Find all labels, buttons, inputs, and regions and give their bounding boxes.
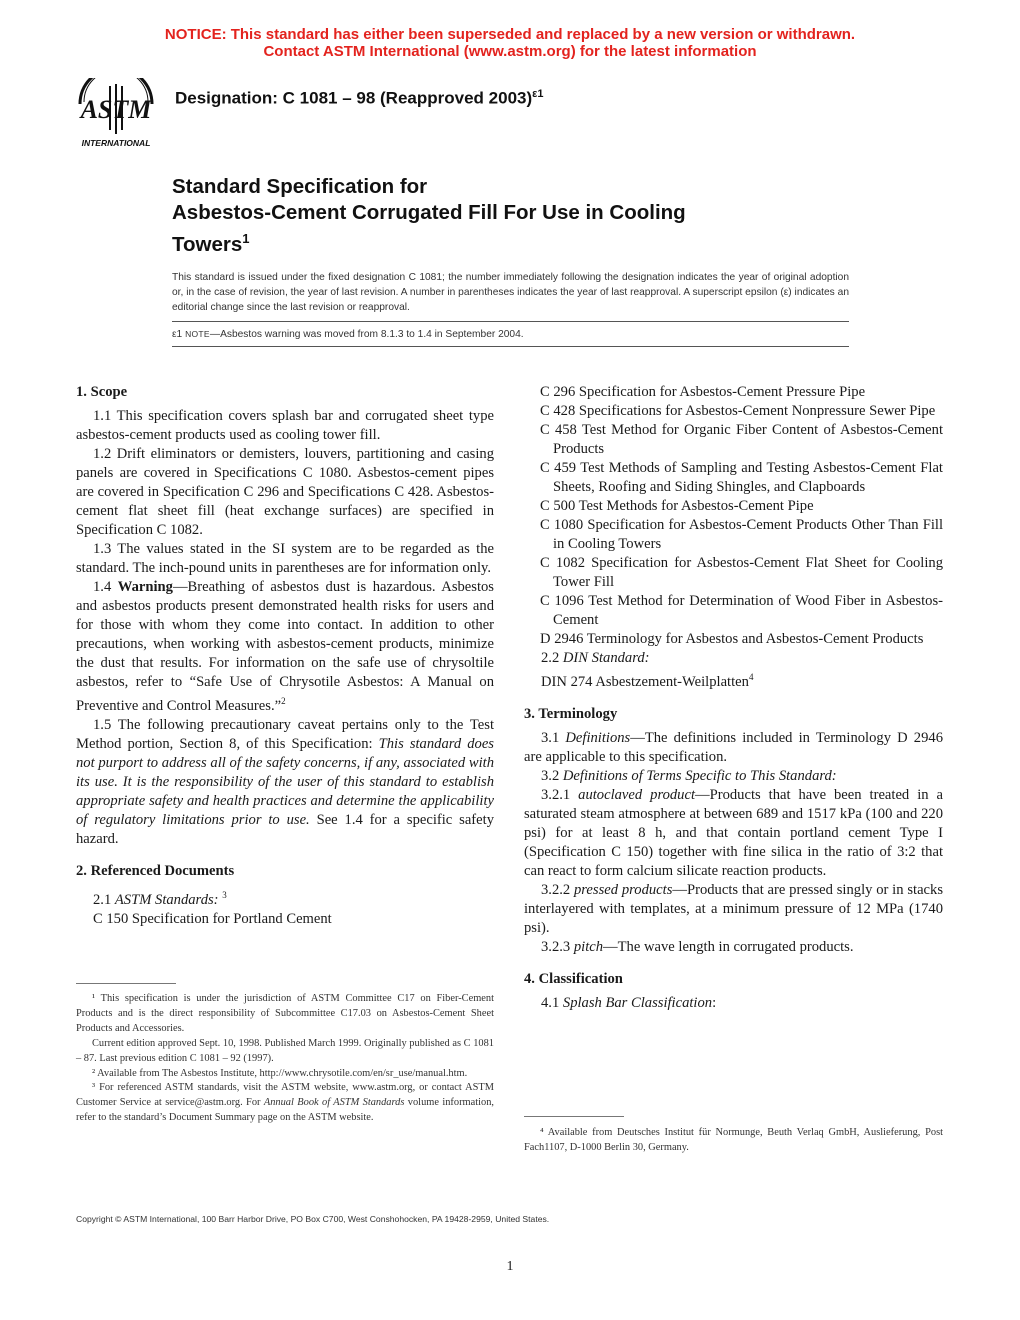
page-number: 1 <box>506 1259 514 1274</box>
footnotes-left <box>76 992 494 1126</box>
astm-logo <box>70 78 162 150</box>
para-4-1: 4.1 Splash Bar Classification: <box>541 994 717 1011</box>
logo-text: ASTM <box>80 95 152 124</box>
divider-top <box>172 321 849 322</box>
notice-line-2: Contact ASTM International (www.astm.org) for the latest information <box>263 43 757 60</box>
logo-subtext: INTERNATIONAL <box>81 138 151 148</box>
copyright-footer: Copyright © ASTM International, 100 Barr Harbor Drive, PO Box C700, West Conshohocken, PA 19428-2959, United States. <box>76 1214 550 1224</box>
withdrawal-notice <box>0 26 1020 60</box>
epsilon-note <box>172 329 849 340</box>
ref-c1080: C 1080 Specification for Asbestos-Cement Products Other Than Fill in Cooling Towers <box>540 517 943 552</box>
document-title <box>172 174 872 258</box>
warning-label: Warning <box>117 579 173 595</box>
note-text: —Asbestos warning was moved from 8.1.3 to 1.4 in September 2004. <box>209 329 524 340</box>
para-1-5: 1.5 The following precautionary caveat pertains only to the Test Method portion, Section 8, of this Specification: This standard does not purport to address all of the safety concerns, if any, associated with its use. It is the responsibility of the user of this standard to establish appropriate safety and health practices and determine the applicability of regulatory limitations prior to use. See 1.4 for a specific safety hazard. <box>76 716 494 847</box>
footnote-rule-left <box>76 983 176 984</box>
footnote-1b: Current edition approved Sept. 10, 1998. Published March 1999. Originally published as C 1081 – 87. Last previous edition C 1081 – 92 (1997). <box>76 1037 494 1064</box>
title-line-1: Standard Specification for <box>172 175 428 198</box>
footnote-3: ³ For referenced ASTM standards, visit the ASTM website, www.astm.org, or contact ASTM Customer Service at service@astm.org. For Annual Book of ASTM Standards volume information, refer to the standard’s Document Summary page on the ASTM website. <box>76 1082 494 1124</box>
footnote-4: ⁴ Available from Deutsches Institut für Normunge, Beuth Verlaq GmbH, Auslieferung, Post Fach1107, D-1000 Berlin 30, Germany. <box>524 1127 943 1153</box>
section-4-heading: 4. Classification <box>524 970 623 987</box>
para-3-1: 3.1 Definitions—The definitions included in Terminology D 2946 are applicable to this specification. <box>524 729 943 765</box>
para-2-1: 2.1 ASTM Standards: $^3$ <box>93 889 227 908</box>
designation-text: Designation: C 1081 – 98 (Reapproved 2003) <box>175 88 533 108</box>
ref-c150: C 150 Specification for Portland Cement <box>93 910 332 927</box>
notice-line-1: NOTICE: This standard has either been superseded and replaced by a new version or withdrawn. <box>164 26 856 43</box>
para-1-1: 1.1 This specification covers splash bar and corrugated sheet type asbestos-cement products used as cooling tower fill. <box>76 408 494 443</box>
epsilon-mark: ε1 <box>172 329 183 340</box>
ref-din274: DIN 274 Asbestzement-Weilplatten$^4$ <box>541 672 754 690</box>
para-3-2-2: 3.2.2 pressed products—Products that are pressed singly or in stacks interlayered with templates, at a minimum pressure of 12 MPa (1740 psi). <box>524 881 944 936</box>
designation <box>175 88 543 109</box>
ref-c1082: C 1082 Specification for Asbestos-Cement Flat Sheet for Cooling Tower Fill <box>540 555 943 590</box>
footnote-rule-right <box>524 1116 624 1117</box>
ref-c428: C 428 Specifications for Asbestos-Cement Nonpressure Sewer Pipe <box>540 403 936 419</box>
left-column <box>76 383 494 929</box>
divider-bottom <box>172 346 849 347</box>
footnotes-right <box>524 1126 943 1156</box>
para-2-2: 2.2 DIN Standard: <box>541 650 650 666</box>
issuance-statement: This standard is issued under the fixed designation C 1081; the number immediately following the designation indicates the year of original adoption or, in the case of revision, the year of last revision. A number in parentheses indicates the year of last reapproval. A superscript epsilon (ε) indicates an editorial change since the last revision or reapproval. <box>172 272 849 313</box>
designation-sup: ε1 <box>532 88 544 100</box>
section-3-heading: 3. Terminology <box>524 705 618 722</box>
para-3-2: 3.2 Definitions of Terms Specific to This Standard: <box>541 767 837 784</box>
section-2-heading: 2. Referenced Documents <box>76 862 235 879</box>
para-3-2-1: 3.2.1 autoclaved product—Products that have been treated in a saturated steam atmosphere at between 689 and 1517 kPa (100 and 220 psi) for at least 8 h, and that contain portland cement Type I (Specification C 150) together with fine silica in the ratio of 3:2 that can react to form calcium silicate reaction products. <box>524 786 943 879</box>
ref-c459: C 459 Test Methods of Sampling and Testing Asbestos-Cement Flat Sheets, Roofing and Siding Shingles, and Clapboards <box>540 460 943 495</box>
footnote-2: ² Available from The Asbestos Institute, http://www.chrysotile.com/en/sr_use/manual.htm. <box>92 1067 468 1079</box>
para-1-3: 1.3 The values stated in the SI system are to be regarded as the standard. The inch-pound units in parentheses are for information only. <box>76 541 494 576</box>
ref-c296: C 296 Specification for Asbestos-Cement Pressure Pipe <box>540 384 866 400</box>
ref-d2946: D 2946 Terminology for Asbestos and Asbestos-Cement Products <box>540 631 924 647</box>
para-3-2-3: 3.2.3 pitch—The wave length in corrugated products. <box>541 938 854 955</box>
ref-c500: C 500 Test Methods for Asbestos-Cement Pipe <box>540 498 814 514</box>
ref-c458: C 458 Test Method for Organic Fiber Content of Asbestos-Cement Products <box>540 422 943 457</box>
footnote-1: ¹ This specification is under the jurisdiction of ASTM Committee C17 on Fiber-Cement Products and is the direct responsibility of Subcommittee C17.03 on Asbestos-Cement Sheet Products and Accessories. <box>76 993 494 1034</box>
section-1-heading: 1. Scope <box>76 384 128 400</box>
note-label: NOTE <box>185 329 210 339</box>
reference-list <box>524 383 943 649</box>
para-1-2: 1.2 Drift eliminators or demisters, louvers, partitioning and casing panels are covered in Specifications C 1080. Asbestos-cement pipes are covered in Specification C 296 and Specifications C 428. Asbestos-cement flat sheet fill (heat exchange surfaces) are specified in Specification C 1082. <box>76 446 494 538</box>
right-column <box>524 383 943 1013</box>
ref-c1096: C 1096 Test Method for Determination of Wood Fiber in Asbestos-Cement <box>540 593 943 628</box>
title-sup: 1 <box>242 231 250 246</box>
para-1-4: 1.4 Warning—Breathing of asbestos dust is hazardous. Asbestos and asbestos products present demonstrated health risks for users and for those with whom they come into contact. In addition to other precautions, when working with asbestos-cement products, minimize the dust that results. For information on the safe use of chrysoltile asbestos, refer to “Safe Use of Chrysotile Asbestos: A Manual on Preventive and Control Measures.”$^2$ <box>76 579 494 714</box>
title-line-3: Towers <box>172 232 243 256</box>
title-line-2: Asbestos-Cement Corrugated Fill For Use in Cooling <box>172 201 686 224</box>
